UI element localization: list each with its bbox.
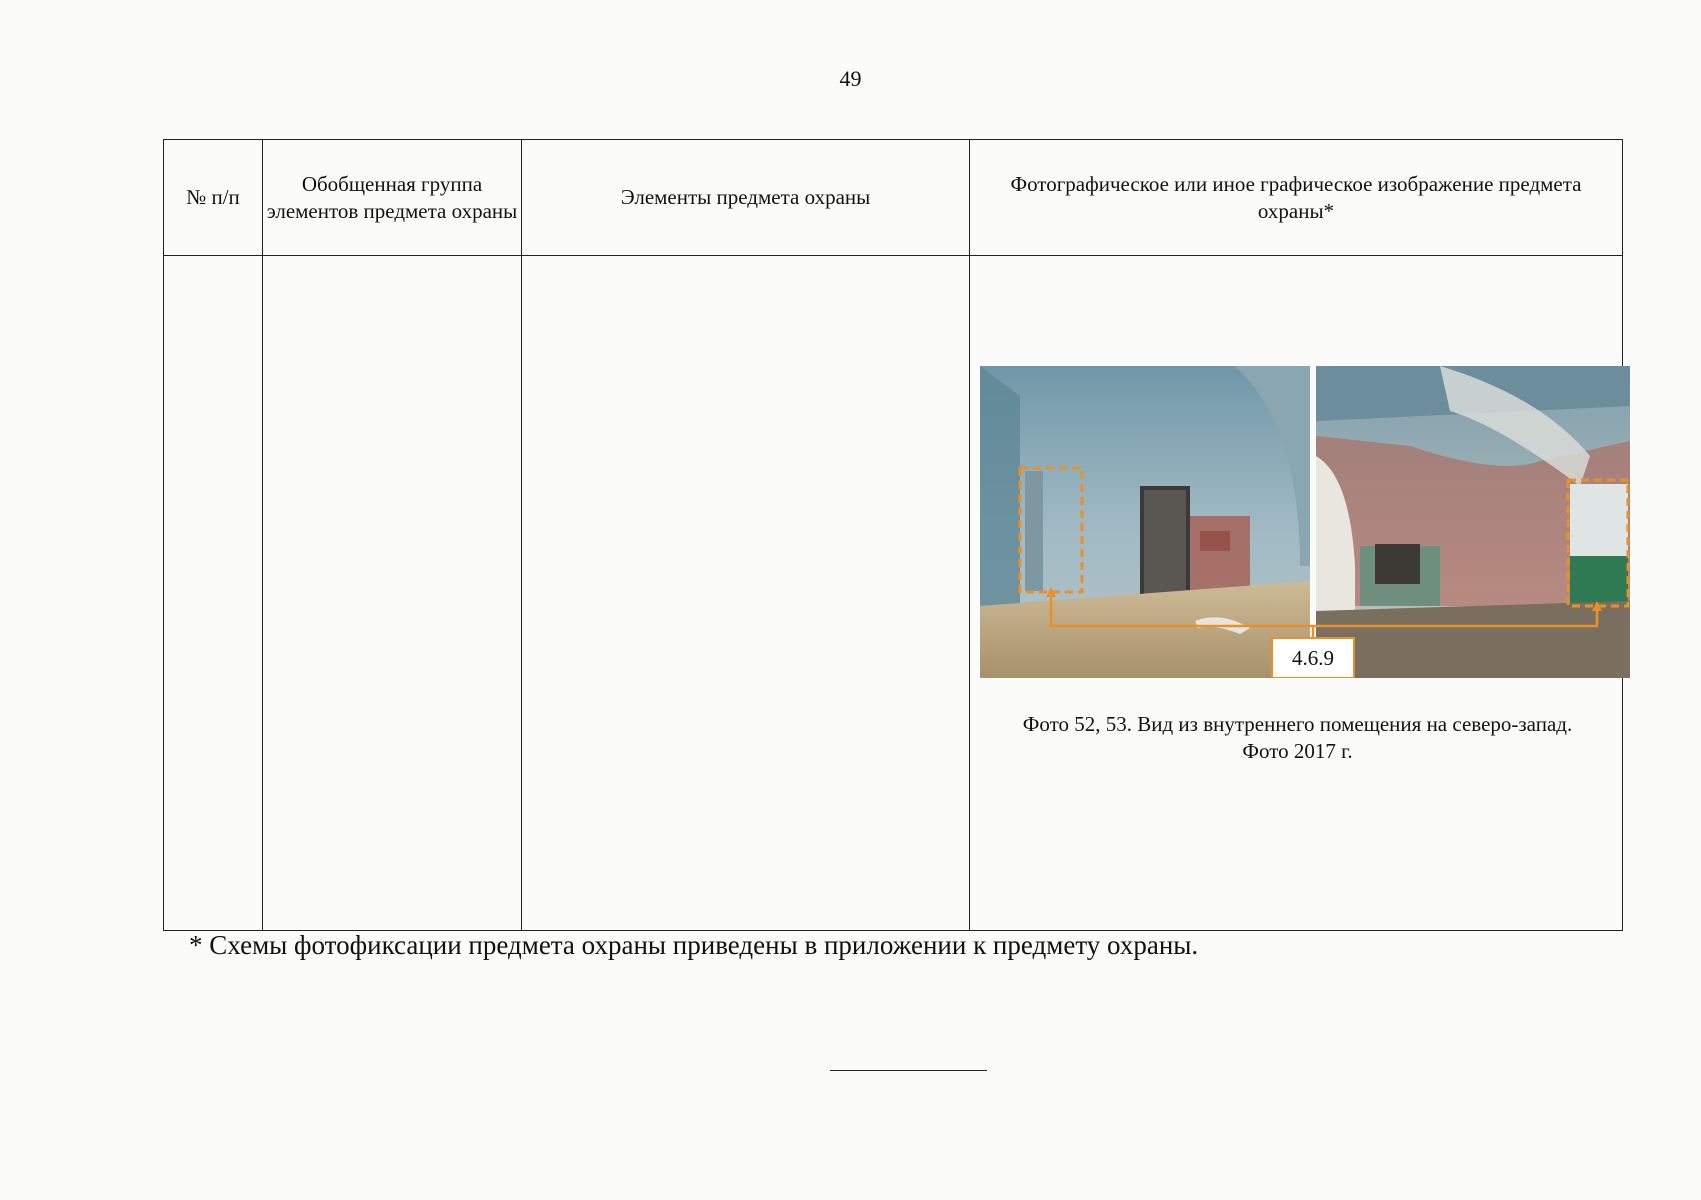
- cell-number: [164, 256, 263, 931]
- cell-group: [263, 256, 522, 931]
- cell-elements: [522, 256, 970, 931]
- footnote: * Схемы фотофиксации предмета охраны приведены в приложении к предмету охраны.: [189, 930, 1199, 960]
- photo-pair: [980, 366, 1630, 678]
- header-image: Фотографическое или иное графическое изображение предмета охраны*: [970, 140, 1623, 256]
- photo-label: 4.6.9: [1292, 646, 1334, 670]
- photo-52: [980, 366, 1310, 678]
- page-number: 49: [839, 66, 862, 91]
- header-group: Обобщенная группа элементов предмета охраны: [263, 140, 522, 256]
- table-row: [164, 256, 1623, 931]
- table-header-row: [164, 140, 1623, 256]
- caption-line-1: Фото 52, 53. Вид из внутреннего помещения на северо-запад.: [1022, 712, 1573, 736]
- photo-caption: [970, 711, 1625, 765]
- caption-line-2: Фото 2017 г.: [1242, 739, 1353, 763]
- header-number: № п/п: [164, 140, 263, 256]
- cell-photo: [970, 256, 1623, 931]
- header-elements: Элементы предмета охраны: [522, 140, 970, 256]
- interior-photos: [980, 366, 1630, 678]
- protection-table: [163, 139, 1623, 931]
- end-divider: [830, 1070, 987, 1071]
- photo-53: [1316, 366, 1630, 678]
